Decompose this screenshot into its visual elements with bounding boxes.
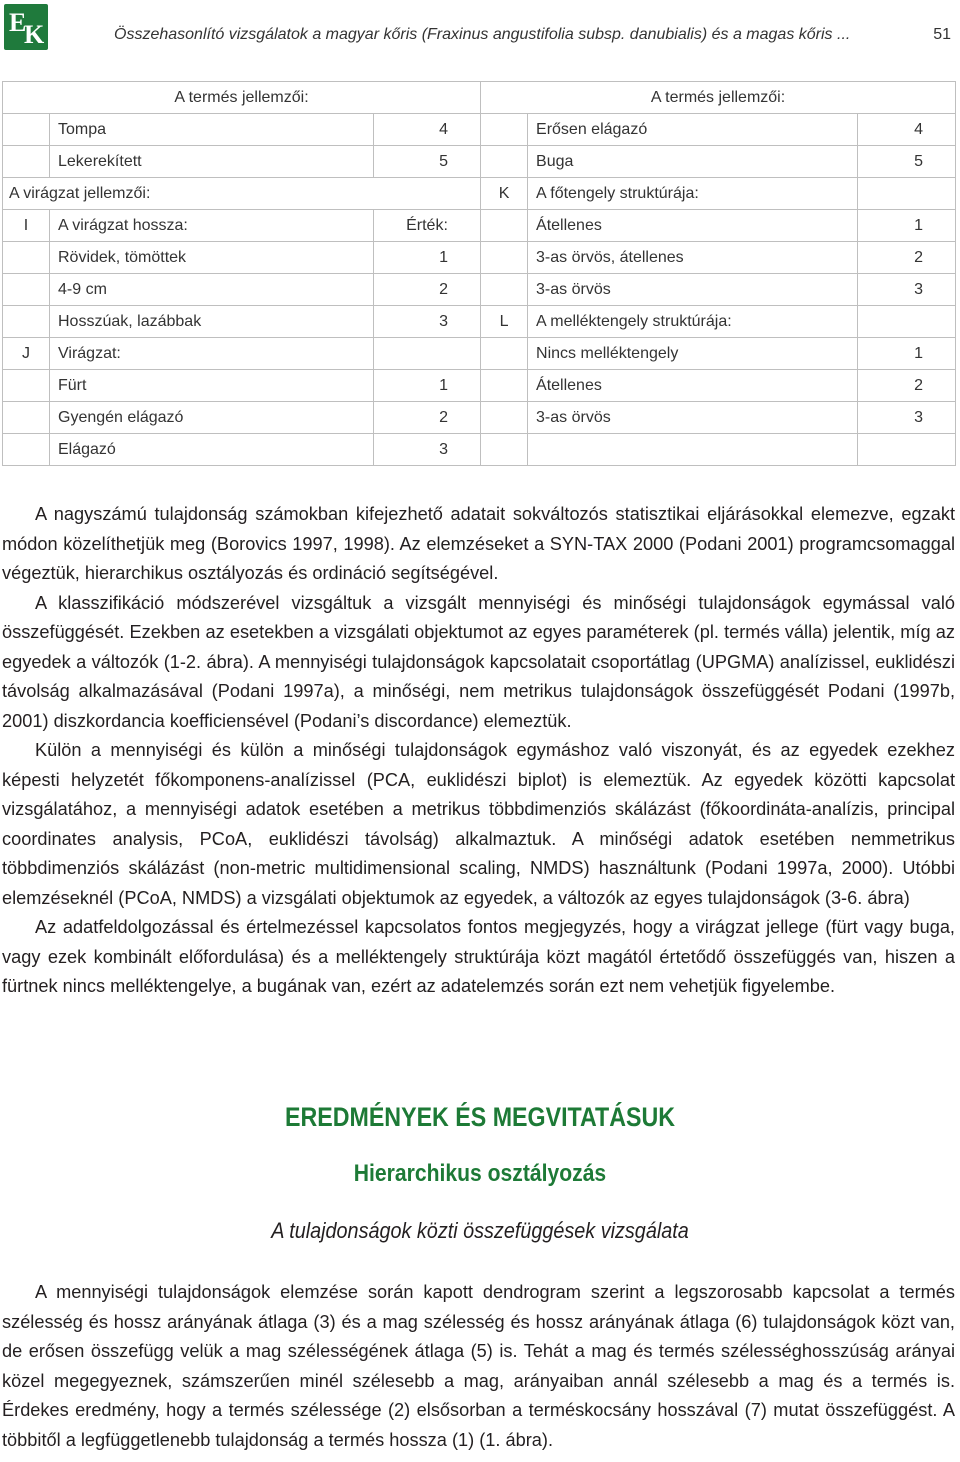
table-row [3, 82, 956, 114]
table-cell-label-left: Elágazó [50, 434, 374, 466]
table-cell-label-right: 3-as örvös [528, 274, 858, 306]
table-row [3, 114, 956, 146]
page-number: 51 [933, 26, 951, 43]
table-row [3, 434, 956, 466]
table-code-right: K [481, 178, 528, 210]
table-cell-value-left: 5 [374, 146, 481, 178]
table-code-left [3, 370, 50, 402]
table-cell-label-left: 4-9 cm [50, 274, 374, 306]
table-group-label-left: A virágzat jellemzői: [3, 178, 481, 210]
table-code-left [3, 434, 50, 466]
table-code-left [3, 306, 50, 338]
table-cell-label-right: A főtengely struktúrája: [528, 178, 858, 210]
table-cell-label-right: Buga [528, 146, 858, 178]
results-paragraph: A mennyiségi tulajdonságok elemzése során kapott dendrogram szerint a legszorosabb kapcsolat a termés szélesség és hossz arányának átlaga (3) és a mag szélesség és hossz arányának átlaga (6) tulajdonságok közt van, de erősen összefügg velük a mag szélességének átlaga (5) is. Tehát a mag és termés szélességhosszúság arányai közel megegyeznek, számszerűen minél szélesebb a mag, arányaiban annál szélesebb a mag és a termés is. Érdekes eredmény, hogy a termés szélessége (2) elsősorban a terméskocsány hosszával (7) mutat összefüggést. A többitől a legfüggetlenebb tulajdonság a termés hossza (1) (1. ábra). [2, 1282, 955, 1450]
table-cell-label-right: Átellenes [528, 210, 858, 242]
table-code-right [481, 370, 528, 402]
table-row [3, 370, 956, 402]
table-cell-value-right: 3 [858, 274, 956, 306]
table-cell-label-left: Fürt [50, 370, 374, 402]
table-row [3, 306, 956, 338]
methods-paragraph: A nagyszámú tulajdonság számokban kifejezhető adatait sokváltozós statisztikai eljárásokkal elemezve, egzakt módon közelíthetjük meg (Borovics 1997, 1998). Az elemzéseket a SYN-TAX 2000 (Podani 2001) programcsomaggal végeztük, hierarchikus osztályozás és ordináció segítségével. [2, 504, 955, 583]
subsubsection-heading: A tulajdonságok közti összefüggések vizsgálata [271, 1218, 689, 1243]
table-row [3, 338, 956, 370]
table-code-left [3, 114, 50, 146]
table-code-left [3, 146, 50, 178]
table-row [3, 242, 956, 274]
running-title: Összehasonlító vizsgálatok a magyar kőris (Fraxinus angustifolia subsp. danubialis) és a magas kőris ... [114, 26, 851, 43]
table-cell-value-left: 4 [374, 114, 481, 146]
table-cell-label-right: 3-as örvös [528, 402, 858, 434]
table-code-right [481, 114, 528, 146]
logo-letter-e: E [9, 8, 27, 37]
methods-paragraph: Külön a mennyiségi és külön a minőségi tulajdonságok egymáshoz való viszonyát, és az egyedek ezekhez képesti helyzetét főkomponens-analízissel (PCA, euklidészi biplot) is elemeztük. Az egyedek közötti kapcsolat vizsgálatához, a mennyiségi adatok esetében a metrikus többdimenziós skálázást (főkoordináta-analízis, principal coordinates analysis, PCoA, euklidészi távolság) alkalmaztuk. A minőségi adatok esetében nemmetrikus többdimenziós skálázást (non-metric multidimensional scaling, NMDS) használtunk (Podani 1997a, 2000). Utóbbi elemzéseknél (PCoA, NMDS) a vizsgálati objektumok az egyedek, a változók az egyes tulajdonságok (3-6. ábra) [2, 740, 955, 908]
table-cell-label-right [528, 434, 858, 466]
table-row [3, 210, 956, 242]
table-code-right: L [481, 306, 528, 338]
table-code-left: J [3, 338, 50, 370]
results-text [2, 1278, 955, 1455]
table-cell-label-left: Lekerekített [50, 146, 374, 178]
table-cell-label-right: A melléktengely struktúrája: [528, 306, 858, 338]
table-code-left: I [3, 210, 50, 242]
trait-table [2, 81, 956, 466]
table-header-right: A termés jellemzői: [481, 82, 956, 114]
table-code-right [481, 274, 528, 306]
table-cell-label-left: Tompa [50, 114, 374, 146]
table-code-right [481, 434, 528, 466]
table-cell-value-left: 1 [374, 242, 481, 274]
table-cell-value-left [374, 338, 481, 370]
table-code-left [3, 242, 50, 274]
table-code-left [3, 274, 50, 306]
table-cell-label-right: Erősen elágazó [528, 114, 858, 146]
logo-letter-k: K [24, 20, 45, 49]
table-cell-value-right: 4 [858, 114, 956, 146]
journal-logo-icon [4, 4, 48, 50]
table-cell-value-left: 3 [374, 306, 481, 338]
table-cell-value-left: 3 [374, 434, 481, 466]
table-cell-label-right: Nincs melléktengely [528, 338, 858, 370]
table-cell-value-right: 5 [858, 146, 956, 178]
methods-paragraph: A klasszifikáció módszerével vizsgáltuk a vizsgált mennyiségi és minőségi tulajdonságok egymással való összefüggését. Ezekben az esetekben a vizsgálati objektumot az egyes paraméterek (pl. termés válla) jelentik, míg az egyedek a változók (1-2. ábra). A mennyiségi tulajdonságok kapcsolatait csoportátlag (UPGMA) analízissel, euklidészi távolság alkalmazásával (Podani 1997a), a minőségi, nem metrikus tulajdonságok összefüggését Podani (1997b, 2001) diszkordancia koefficiensével (Podani’s discordance) elemeztük. [2, 592, 955, 731]
table-cell-value-left: 1 [374, 370, 481, 402]
table-code-right [481, 338, 528, 370]
table-cell-value-right: 1 [858, 210, 956, 242]
table-cell-value-right [858, 434, 956, 466]
subsection-heading: Hierarchikus osztályozás [353, 1160, 607, 1187]
table-code-right [481, 146, 528, 178]
table-cell-value-right [858, 178, 956, 210]
table-cell-label-left: A virágzat hossza: [50, 210, 374, 242]
table-cell-label-left: Rövidek, tömöttek [50, 242, 374, 274]
table-cell-label-right: Átellenes [528, 370, 858, 402]
table-cell-value-left: Érték: [374, 210, 481, 242]
table-cell-label-left: Hosszúak, lazábbak [50, 306, 374, 338]
table-code-right [481, 242, 528, 274]
table-code-right [481, 402, 528, 434]
table-row [3, 402, 956, 434]
table-code-left [3, 402, 50, 434]
table-cell-label-right: 3-as örvös, átellenes [528, 242, 858, 274]
table-row [3, 146, 956, 178]
table-cell-value-right: 1 [858, 338, 956, 370]
table-cell-value-right: 2 [858, 370, 956, 402]
methods-paragraph: Az adatfeldolgozással és értelmezéssel kapcsolatos fontos megjegyzés, hogy a virágzat jellege (fürt vagy buga, vagy ezek kombinált előfordulása) és a melléktengely struktúrája közt magától értetődő összefüggés van, hiszen a fürtnek nincs melléktengelye, a bugának van, ezért az adatelemzés során ezt nem vehetjük figyelembe. [2, 917, 955, 996]
table-row [3, 274, 956, 306]
table-cell-label-left: Gyengén elágazó [50, 402, 374, 434]
section-heading: EREDMÉNYEK ÉS MEGVITATÁSUK [284, 1102, 676, 1132]
table-cell-value-right [858, 306, 956, 338]
table-row [3, 178, 956, 210]
table-cell-value-right: 3 [858, 402, 956, 434]
table-header-left: A termés jellemzői: [3, 82, 481, 114]
table-cell-value-left: 2 [374, 274, 481, 306]
table-cell-value-left: 2 [374, 402, 481, 434]
table-cell-value-right: 2 [858, 242, 956, 274]
page-header [0, 0, 960, 56]
methods-text [2, 500, 955, 1002]
table-cell-label-left: Virágzat: [50, 338, 374, 370]
table-code-right [481, 210, 528, 242]
